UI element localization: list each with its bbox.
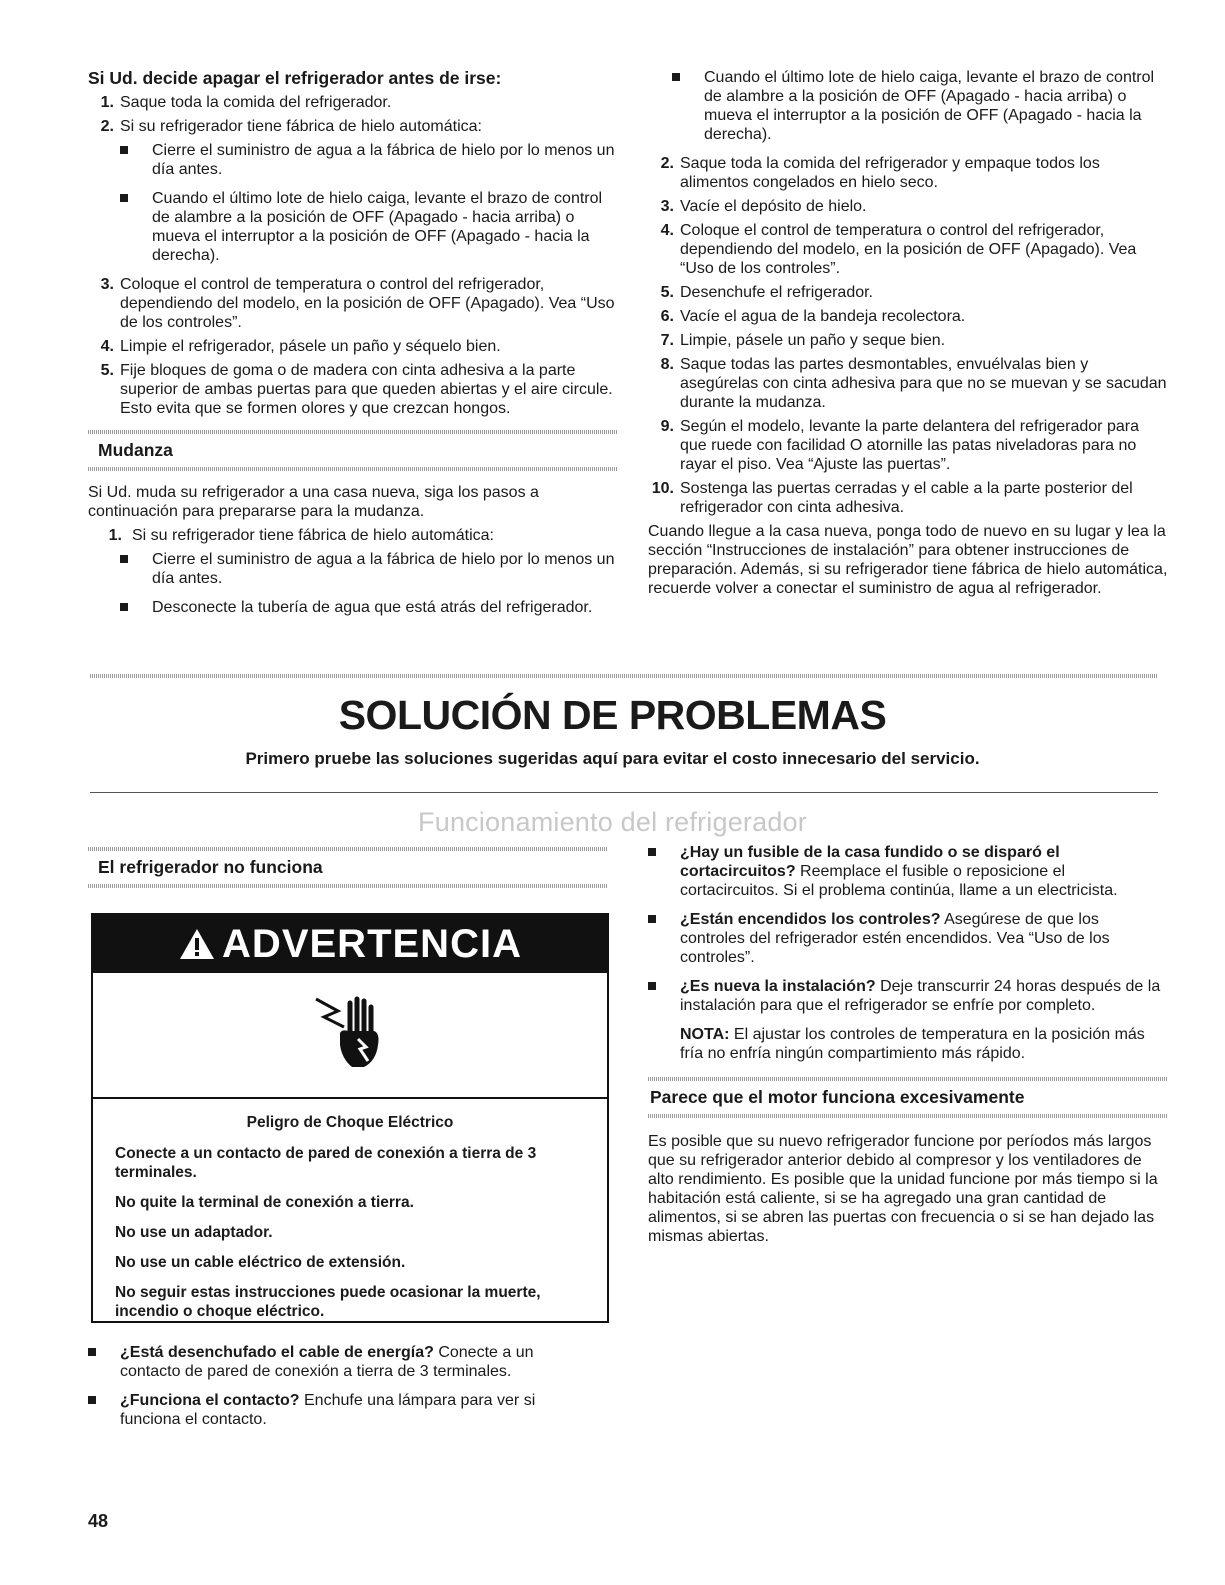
bullet-icon: [88, 1396, 96, 1404]
divider: [88, 884, 608, 888]
list-item: ¿Está desenchufado el cable de energía? Conecte a un contacto de pared de conexión a tierra de 3 terminales.: [88, 1343, 598, 1381]
list-item: 2. Si su refrigerador tiene fábrica de hielo automática: Cierre el suministro de agua a la fábrica de hielo por lo menos un día antes. Cuando el último lote de hielo caiga, levante el brazo de control de alambre a la posición de OFF (Apagado - hacia arriba) o mueva el interruptor a la posición de OFF (Apagado - hacia la derecha).: [88, 117, 618, 265]
section-title: Funcionamiento del refrigerador: [418, 807, 807, 837]
divider: [90, 792, 1158, 793]
moving-heading: Mudanza: [98, 440, 173, 460]
electric-shock-icon: [310, 993, 390, 1078]
motor-heading: Parece que el motor funciona excesivamente: [650, 1087, 1025, 1107]
warning-line: No seguir estas instrucciones puede ocasionar la muerte, incendio o choque eléctrico.: [115, 1284, 541, 1320]
list-item: ¿Funciona el contacto? Enchufe una lámpara para ver si funciona el contacto.: [88, 1391, 598, 1429]
warning-box: [91, 913, 609, 1323]
moving-continued: [648, 68, 1168, 598]
bullet-icon: [120, 146, 128, 154]
vacation-section: [88, 68, 618, 627]
moving-outro: Cuando llegue a la casa nueva, ponga todo de nuevo en su lugar y lea la sección “Instrucciones de instalación” para obtener instrucciones de preparación. Además, si su refrigerador tiene fábrica de hielo automática, recuerde volver a conectar el suministro de agua al refrigerador.: [648, 523, 1168, 597]
vacation-heading: Si Ud. decide apagar el refrigerador antes de irse:: [88, 68, 502, 88]
warning-header: [93, 915, 607, 973]
list-item: ¿Hay un fusible de la casa fundido o se disparó el cortacircuitos? Reemplace el fusible o reposicione el cortacircuitos. Si el problema continúa, llame a un electricista.: [648, 843, 1168, 900]
list-item: 5. Desenchufe el refrigerador.: [660, 284, 873, 301]
vacation-steps: [88, 93, 618, 418]
ice-maker-bullets: [120, 141, 618, 265]
moving-steps: [648, 154, 1168, 517]
warning-triangle-icon: [178, 919, 216, 977]
page-subtitle: Primero pruebe las soluciones sugeridas aquí para evitar el costo innecesario del servicio.: [245, 749, 980, 768]
motor-text: Es posible que su nuevo refrigerador funcione por períodos más largos que su refrigerador anterior debido al compresor y los ventiladores de alto rendimiento. Es posible que la unidad funcione por más tiempo si la habitación está caliente, si se ha agregado una gran cantidad de alimentos, si se abren las puertas con frecuencia o si se han dejado las mismas abiertas.: [648, 1133, 1158, 1245]
divider: [90, 674, 1158, 678]
hazard-title: Peligro de Choque Eléctrico: [246, 1114, 454, 1131]
bullet-icon: [88, 1348, 96, 1356]
warning-line: No use un cable eléctrico de extensión.: [115, 1254, 406, 1271]
list-item: 3. Coloque el control de temperatura o control del refrigerador, dependiendo del modelo, en la posición de OFF (Apagado). Vea “Uso de los controles”.: [100, 276, 615, 331]
list-item: Desconecte la tubería de agua que está atrás del refrigerador.: [120, 598, 618, 617]
divider: [648, 1114, 1168, 1118]
page-title: SOLUCIÓN DE PROBLEMAS: [338, 692, 887, 738]
list-item: 2. Saque toda la comida del refrigerador y empaque todos los alimentos congelados en hielo seco.: [660, 155, 1100, 191]
bullet-icon: [648, 848, 656, 856]
not-working-heading-block: [88, 847, 608, 888]
list-item: 10. Sostenga las puertas cerradas y el cable a la parte posterior del refrigerador con cinta adhesiva.: [651, 480, 1133, 516]
list-item: ¿Es nueva la instalación? Deje transcurrir 24 horas después de la instalación para que el refrigerador se enfríe por completo.: [648, 977, 1168, 1015]
list-item: 7. Limpie, pásele un paño y seque bien.: [660, 332, 946, 349]
moving-ice-bullets: [120, 550, 618, 617]
list-item: 4. Limpie el refrigerador, pásele un paño y séquelo bien.: [100, 338, 501, 355]
bullet-icon: [672, 73, 680, 81]
moving-ice-bullets-continued: [672, 68, 1168, 144]
list-item: 9. Según el modelo, levante la parte delantera del refrigerador para que ruede con facilidad O atornille las patas niveladoras para no rayar el piso. Vea “Ajuste las puertas”.: [660, 418, 1139, 473]
warning-line: No use un adaptador.: [115, 1224, 273, 1241]
bullet-icon: [648, 915, 656, 923]
list-item: 5. Fije bloques de goma o de madera con cinta adhesiva a la parte superior de ambas puertas para que queden abiertas y el aire circule. Esto evita que se formen olores y que crezcan hongos.: [100, 362, 613, 417]
list-item: 6. Vacíe el agua de la bandeja recolectora.: [660, 308, 966, 325]
shock-hazard-area: [93, 973, 607, 1099]
list-item: 4. Coloque el control de temperatura o control del refrigerador, dependiendo del modelo, en la posición de OFF (Apagado). Vea “Uso de los controles”.: [660, 222, 1137, 277]
warning-body: [93, 1099, 607, 1321]
list-item: Cuando el último lote de hielo caiga, levante el brazo de control de alambre a la posición de OFF (Apagado - hacia arriba) o mueva el interruptor a la posición de OFF (Apagado - hacia la derecha).: [120, 189, 618, 265]
list-item: 8. Saque todas las partes desmontables, envuélvalas bien y asegúrelas con cinta adhesiva para que no se muevan y se sacudan durante la mudanza.: [660, 356, 1167, 411]
bullet-icon: [120, 555, 128, 563]
moving-intro: Si Ud. muda su refrigerador a una casa nueva, siga los pasos a continuación para prepararse para la mudanza.: [88, 484, 539, 520]
moving-step-1: 1. Si su refrigerador tiene fábrica de hielo automática:: [108, 527, 494, 544]
warning-label: ADVERTENCIA: [222, 922, 522, 966]
list-item: 3. Vacíe el depósito de hielo.: [660, 198, 867, 215]
warning-line: Conecte a un contacto de pared de conexión a tierra de 3 terminales.: [115, 1145, 537, 1181]
list-item: ¿Están encendidos los controles? Asegúrese de que los controles del refrigerador estén encendidos. Vea “Uso de los controles”.: [648, 910, 1168, 967]
divider: [88, 467, 618, 471]
list-item: Cuando el último lote de hielo caiga, levante el brazo de control de alambre a la posición de OFF (Apagado - hacia arriba) o mueva el interruptor a la posición de OFF (Apagado - hacia la derecha).: [672, 68, 1168, 144]
page-number: 48: [88, 1511, 109, 1531]
list-item: Cierre el suministro de agua a la fábrica de hielo por lo menos un día antes.: [120, 141, 618, 179]
not-working-heading: El refrigerador no funciona: [98, 857, 323, 877]
bullet-icon: [120, 194, 128, 202]
note: NOTA: El ajustar los controles de temperatura en la posición más fría no enfría ningún compartimiento más rápido.: [680, 1026, 1145, 1062]
list-item: Cierre el suministro de agua a la fábrica de hielo por lo menos un día antes.: [120, 550, 618, 588]
warning-line: No quite la terminal de conexión a tierra.: [115, 1194, 414, 1211]
checks-right: [648, 843, 1168, 1246]
bullet-icon: [120, 603, 128, 611]
checks-left: [88, 1343, 598, 1439]
bullet-icon: [648, 982, 656, 990]
list-item: 1. Saque toda la comida del refrigerador.: [100, 94, 392, 111]
